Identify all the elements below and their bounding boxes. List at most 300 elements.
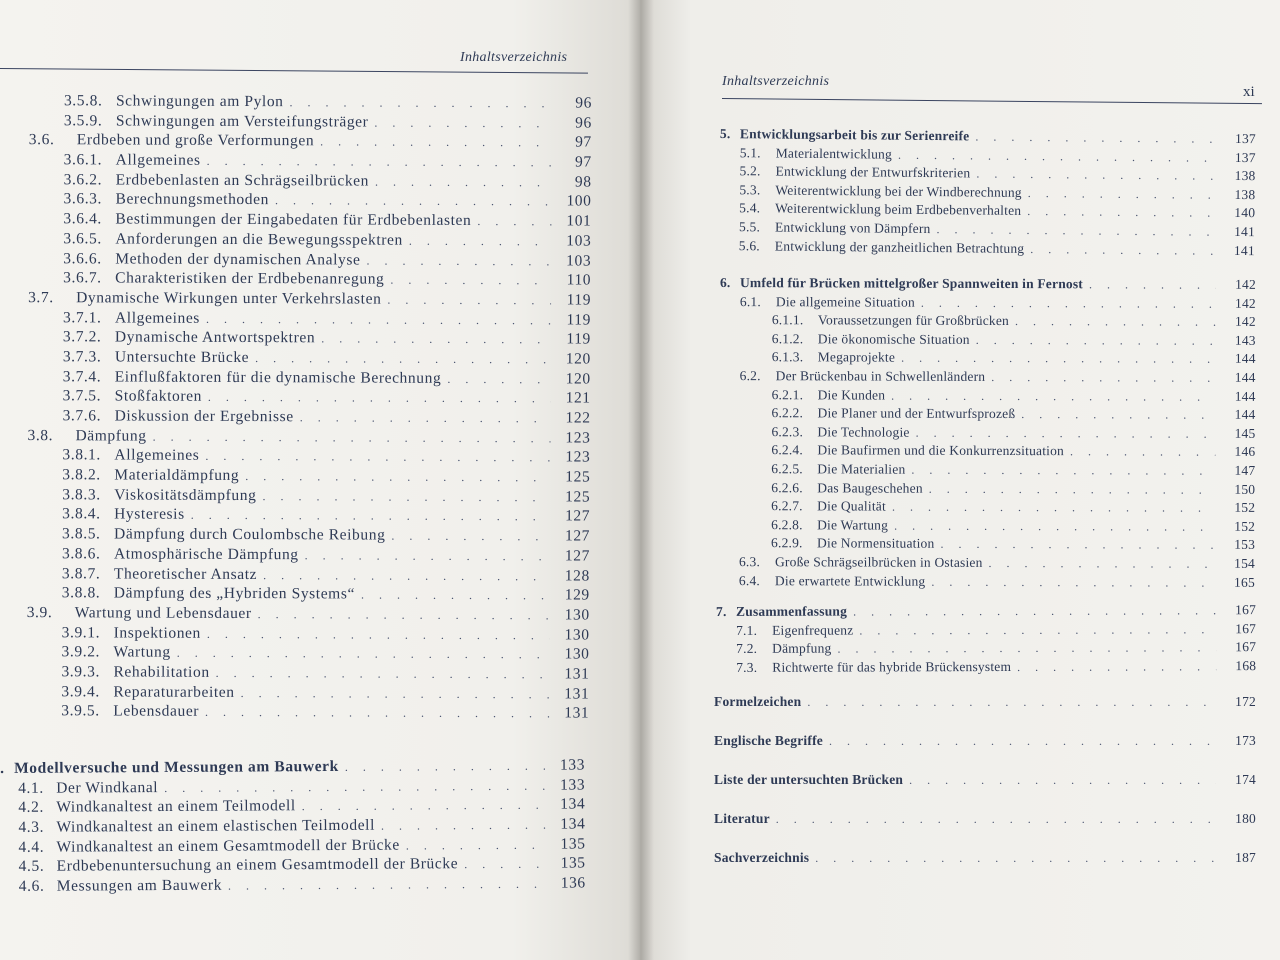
toc-entry-title: Voraussetzungen für Großbrücken	[817, 312, 1010, 329]
toc-entry-number: 5.	[719, 126, 731, 142]
toc-entry-title: Richtwerte für das hybride Brückensystem	[772, 658, 1012, 675]
toc-entry	[716, 602, 1256, 622]
toc-entry-number: 3.8.1.	[62, 446, 101, 464]
toc-leader-dots	[290, 95, 552, 111]
toc-leader-dots	[1089, 277, 1216, 292]
toc-entry-page: 137	[1234, 130, 1256, 147]
toc-entry-title: Einflußfaktoren für die dynamische Berechnung	[114, 368, 442, 387]
toc-entry-page: 119	[566, 330, 591, 348]
toc-entry-number: 3.5.8.	[63, 92, 103, 110]
toc-leader-dots	[205, 449, 550, 466]
toc-entry-page: 119	[566, 310, 592, 329]
toc-entry-page: 127	[565, 507, 591, 525]
toc-leader-dots	[859, 622, 1216, 638]
toc-entry-page: 142	[1234, 313, 1256, 330]
toc-leader-dots	[164, 778, 545, 795]
toc-entry-page: 135	[560, 854, 586, 873]
toc-entry-title: Lebensdauer	[113, 702, 200, 721]
toc-entry-title: Entwicklung der Entwurfskriterien	[775, 163, 971, 181]
toc-entry-page: 101	[566, 212, 592, 230]
toc-entry	[719, 480, 1255, 500]
toc-entry	[13, 407, 591, 429]
toc-entry-number: 3.8.4.	[62, 505, 101, 523]
toc-entry-number: 3.8.3.	[62, 485, 101, 504]
toc-entry-page: 123	[565, 448, 591, 466]
toc-entry-title: Berechnungsmethoden	[115, 190, 270, 209]
toc-entry-title: Inspektionen	[113, 624, 201, 642]
toc-entry-page: 144	[1234, 388, 1256, 404]
toc-entry-page: 96	[575, 114, 592, 132]
toc-entry	[13, 309, 591, 331]
toc-entry-title: Die Technologie	[817, 424, 910, 440]
toc-leader-dots	[776, 812, 1216, 827]
toc-entry-title: Entwicklungsarbeit bis zur Serienreife	[739, 126, 970, 144]
toc-entry-number: 6.2.8.	[771, 516, 803, 533]
toc-entry-page: 180	[1235, 811, 1256, 826]
toc-entry	[1, 875, 586, 898]
toc-entry-title: Das Baugeschehen	[817, 479, 923, 496]
toc-leader-dots	[409, 234, 552, 250]
toc-leader-dots	[815, 851, 1216, 866]
toc-entry-page: 103	[566, 251, 592, 270]
toc-entry-page: 142	[1235, 276, 1256, 292]
toc-entry-title: Reparaturarbeiten	[113, 683, 235, 701]
toc-entry-appendix	[714, 850, 1256, 889]
toc-entry-page: 143	[1234, 332, 1256, 348]
toc-entry-page: 131	[564, 704, 590, 722]
toc-entry-page: 123	[565, 429, 591, 447]
toc-entry	[13, 210, 591, 232]
toc-entry-page: 144	[1234, 369, 1256, 385]
toc-entry-page: 125	[565, 468, 591, 486]
toc-entry	[720, 331, 1256, 351]
toc-leader-dots	[991, 370, 1215, 386]
toc-leader-dots	[894, 518, 1215, 534]
toc-entry-title: Rehabilitation	[113, 663, 210, 681]
toc-entry-page: 110	[566, 271, 592, 289]
toc-leader-dots	[241, 686, 550, 702]
toc-leader-dots	[258, 607, 550, 623]
toc-entry	[719, 424, 1255, 444]
toc-leader-dots	[853, 603, 1216, 619]
toc-entry-appendix	[714, 772, 1256, 811]
toc-entry	[13, 387, 591, 409]
toc-entry-title: Sachverzeichnis	[714, 850, 810, 865]
toc-entry-page: 141	[1233, 242, 1255, 258]
toc-entry-page: 97	[575, 133, 592, 151]
toc-leader-dots	[1030, 242, 1215, 259]
toc-entry-page: 152	[1234, 518, 1256, 534]
toc-entry-title: Messungen am Bauwerk	[56, 876, 223, 895]
toc-entry-title: Die Kunden	[817, 386, 886, 403]
toc-entry-number: 6.2.6.	[771, 479, 803, 495]
toc-entry-page: 127	[564, 527, 591, 545]
toc-leader-dots	[929, 481, 1216, 497]
toc-entry-number: 4.3.	[18, 818, 45, 836]
toc-entry	[720, 387, 1256, 407]
toc-leader-dots	[387, 293, 551, 309]
toc-leader-dots	[921, 295, 1216, 311]
toc-leader-dots	[1028, 186, 1216, 203]
toc-entry-title: Formelzeichen	[714, 694, 802, 709]
toc-entry-number: 4.2.	[18, 799, 44, 817]
toc-entry	[12, 427, 590, 449]
toc-entry-number: 3.5.9.	[63, 111, 103, 130]
toc-entry	[13, 190, 591, 212]
toc-entry-title: Hysteresis	[114, 505, 185, 524]
toc-chapter-6	[719, 275, 1256, 593]
toc-entry-number: 7.1.	[736, 622, 758, 638]
toc-entry-number: 6.1.3.	[771, 349, 804, 365]
toc-entry-number: 5.2.	[739, 163, 761, 179]
toc-entry-number: 3.8.8.	[61, 584, 101, 602]
toc-leader-dots	[208, 390, 551, 406]
toc-leader-dots	[975, 129, 1216, 146]
toc-entry-title: Literatur	[714, 811, 770, 826]
toc-entry	[719, 498, 1255, 518]
toc-leader-dots	[477, 214, 551, 229]
toc-leader-dots	[1015, 314, 1216, 330]
toc-entry-title: Windkanaltest an einem Teilmodell	[56, 797, 296, 817]
toc-entry	[720, 312, 1256, 332]
toc-leader-dots	[275, 194, 552, 210]
toc-entry-title: Wartung	[113, 643, 171, 661]
toc-entry-title: Die Normensituation	[817, 535, 935, 552]
toc-leader-dots	[1070, 445, 1215, 461]
toc-entry-page: 127	[564, 547, 591, 565]
toc-leader-dots	[898, 147, 1216, 165]
running-head-left: Inhaltsverzeichnis	[460, 50, 568, 65]
toc-entry-page: 167	[1235, 639, 1257, 655]
toc-entry-title: Erdbeben und große Verformungen	[76, 131, 315, 150]
toc-entry-number: 7.	[716, 603, 727, 619]
toc-entry-number: 3.6.4.	[63, 210, 102, 228]
toc-entry-number: 3.6.2.	[63, 170, 103, 189]
toc-leader-dots	[216, 666, 550, 682]
toc-leader-dots	[1021, 407, 1215, 423]
toc-chapter-5	[719, 126, 1256, 261]
toc-entry-page: 120	[565, 370, 591, 388]
toc-entry-appendix	[714, 811, 1256, 850]
toc-leader-dots	[321, 332, 551, 348]
toc-entry-page: 165	[1234, 574, 1255, 590]
toc-entry-title: Weiterentwicklung beim Erdbebenverhalten	[775, 200, 1022, 219]
toc-entry-number: 3.9.3.	[61, 663, 100, 681]
toc-leader-dots	[374, 115, 552, 131]
toc-entry-number: 3.6.7.	[63, 269, 102, 287]
toc-entry-number: 6.2.9.	[771, 535, 803, 551]
toc-entry	[13, 230, 591, 252]
toc-leader-dots	[262, 489, 550, 505]
toc-entry-page: 128	[564, 566, 590, 585]
toc-entry-page: 140	[1234, 205, 1256, 221]
toc-entry	[719, 442, 1255, 462]
toc-entry-number: 3.8.6.	[61, 545, 101, 563]
toc-entry-number: 3.9.5.	[61, 702, 100, 720]
toc-entry-page: 153	[1234, 537, 1256, 553]
toc-entry-page: 130	[564, 625, 590, 644]
toc-leader-dots	[1017, 659, 1216, 675]
toc-entry-page: 142	[1235, 295, 1256, 311]
toc-entry-title: Schwingungen am Versteifungsträger	[115, 112, 369, 131]
toc-leader-dots	[245, 469, 550, 485]
toc-entry-page: 100	[566, 192, 592, 210]
toc-leader-dots	[940, 537, 1215, 553]
toc-entry-title: Der Brückenbau in Schwellenländern	[775, 368, 986, 384]
toc-entry	[11, 702, 589, 724]
toc-entry-title: Dynamische Wirkungen unter Verkehrslasten	[76, 289, 382, 308]
toc-entry	[719, 554, 1255, 574]
toc-entry	[14, 92, 592, 114]
toc-entry-number: 6.2.3.	[771, 423, 804, 440]
toc-entry-page: 131	[564, 665, 590, 683]
toc-entry-title: Weiterentwicklung bei der Windberechnung	[775, 182, 1022, 200]
toc-entry-title: Windkanaltest an einem elastischen Teilmodell	[56, 816, 376, 836]
toc-entry-number: 3.6.5.	[63, 230, 102, 248]
toc-entry-number: 5.5.	[738, 219, 761, 235]
toc-entry-page: 154	[1234, 555, 1256, 571]
toc-entry-page: 187	[1235, 850, 1256, 865]
toc-leader-dots	[464, 857, 546, 872]
toc-entry	[13, 368, 591, 390]
toc-entry-number: 3.9.2.	[61, 643, 101, 661]
toc-entry-page: 172	[1235, 694, 1256, 709]
toc-leader-dots	[381, 818, 546, 834]
toc-entry-number: 3.7.5.	[62, 387, 102, 405]
toc-leader-dots	[206, 311, 551, 328]
toc-entry-number: 6.	[719, 275, 731, 291]
toc-entry	[12, 545, 590, 567]
toc-entry-number: 3.6.6.	[63, 249, 102, 267]
toc-leader-dots	[263, 568, 550, 584]
toc-entry	[719, 405, 1255, 425]
toc-entry-page: 174	[1235, 772, 1256, 787]
toc-entry	[12, 446, 590, 468]
toc-leader-dots	[361, 588, 550, 604]
toc-leader-dots	[931, 574, 1215, 590]
toc-entry-title: Megaprojekte	[817, 349, 896, 365]
toc-entry	[12, 604, 590, 626]
toc-entry-number: 3.7.3.	[62, 348, 102, 366]
toc-leader-dots	[207, 154, 552, 171]
toc-entry-title: Große Schrägseilbrücken in Ostasien	[774, 554, 983, 570]
toc-entry-page: 152	[1234, 499, 1256, 515]
toc-entry-page: 145	[1234, 425, 1256, 441]
toc-entry-page: 96	[575, 94, 592, 112]
toc-entry-page: 144	[1234, 406, 1256, 423]
toc-entry-title: Dämpfung durch Coulombsche Reibung	[114, 525, 386, 544]
toc-left-section-3	[11, 92, 592, 725]
toc-entry-number: 6.2.	[739, 368, 761, 384]
toc-entry-title: Entwicklung der ganzheitlichen Betrachtung	[774, 238, 1025, 256]
toc-entry-title: Theoretischer Ansatz	[113, 564, 258, 583]
toc-entry-number: 3.7.	[28, 288, 54, 307]
toc-leader-dots	[891, 388, 1215, 404]
toc-entry-page: 103	[566, 232, 592, 250]
toc-entry-title: Materialentwicklung	[775, 145, 893, 162]
toc-entry-page: 150	[1234, 481, 1256, 497]
toc-entry-title: Dämpfung	[75, 426, 147, 445]
toc-entry-number: 3.6.	[28, 131, 55, 149]
toc-entry-title: Entwicklung von Dämpfern	[774, 219, 931, 236]
toc-leader-dots	[305, 548, 550, 564]
toc-entry-page: 98	[574, 173, 592, 191]
toc-entry-page: 133	[559, 756, 586, 774]
running-head-right: Inhaltsverzeichnis	[722, 74, 830, 89]
toc-leader-dots	[207, 626, 550, 642]
page-number: xi	[1243, 84, 1255, 100]
toc-entry-number: 4.5.	[18, 858, 45, 876]
toc-entry	[12, 624, 590, 646]
toc-entry-title: Umfeld für Brücken mittelgroßer Spannweiten in Fernost	[739, 275, 1084, 292]
header-rule-left	[0, 68, 588, 74]
toc-entry-title: Atmosphärische Dämpfung	[113, 545, 299, 564]
toc-entry-number: 3.8.5.	[62, 525, 101, 543]
toc-entry	[719, 238, 1255, 262]
toc-entry-page: 141	[1234, 223, 1256, 240]
toc-entry-page: 121	[565, 389, 591, 407]
toc-chapter-7	[716, 602, 1256, 678]
toc-entry-title: Erdbebenlasten an Schrägseilbrücken	[115, 171, 370, 190]
toc-entry-title: Die Qualität	[817, 498, 886, 514]
toc-entry-number: 6.3.	[738, 553, 761, 570]
toc-entry	[13, 269, 591, 291]
toc-leader-dots	[807, 695, 1216, 710]
toc-entry-title: Allgemeines	[115, 151, 201, 169]
toc-entry-page: 130	[564, 645, 590, 663]
toc-entry	[720, 349, 1256, 369]
toc-entry-number: 4.4.	[18, 838, 45, 856]
toc-entry-number: 6.1.	[739, 293, 761, 309]
toc-leader-dots	[205, 705, 549, 722]
toc-entry	[720, 275, 1256, 295]
toc-leader-dots	[1027, 204, 1215, 221]
toc-entry-title: Liste der untersuchten Brücken	[714, 772, 904, 787]
toc-leader-dots	[911, 463, 1215, 479]
toc-entry-title: Die Wartung	[817, 517, 889, 533]
toc-entry-title: Untersuchte Brücke	[114, 348, 250, 366]
toc-entry-number: 3.7.2.	[62, 328, 102, 346]
toc-entry-page: 167	[1235, 620, 1257, 636]
toc-entry-title: Die Planer und der Entwurfsprozeß	[817, 405, 1016, 422]
toc-leader-dots	[989, 556, 1215, 572]
toc-entry	[13, 289, 591, 311]
toc-entry-number: 4.6.	[18, 877, 45, 896]
toc-entry-page: 147	[1234, 462, 1256, 478]
toc-entry-title: Diskussion der Ergebnisse	[114, 407, 294, 426]
toc-entry	[12, 525, 590, 547]
toc-entry-number: 3.9.4.	[61, 682, 100, 701]
toc-entry-page: 129	[564, 586, 590, 604]
toc-entry-number: 3.8.7.	[61, 564, 101, 582]
toc-leader-dots	[390, 273, 551, 289]
toc-entry	[13, 348, 591, 370]
toc-leader-dots	[177, 646, 550, 663]
toc-entry	[11, 663, 589, 685]
toc-entry	[13, 328, 591, 350]
toc-leader-dots	[375, 174, 552, 190]
toc-leader-dots	[228, 877, 546, 894]
toc-entry-number: 6.2.7.	[771, 498, 803, 514]
toc-entry-title: Stoßfaktoren	[114, 387, 202, 406]
toc-entry	[11, 683, 589, 705]
toc-entry	[12, 505, 590, 527]
toc-leader-dots	[302, 798, 546, 814]
toc-entry-title: Die Baufirmen und die Konkurrenzsituation	[817, 442, 1065, 459]
toc-entry-page: 131	[564, 685, 590, 703]
toc-entry	[716, 658, 1256, 678]
toc-entry-title: Charakteristiken der Erdbebenanregung	[115, 269, 385, 288]
toc-entry-number: 6.2.2.	[771, 405, 804, 421]
toc-entry	[14, 112, 592, 134]
toc-entry-number: 6.2.4.	[771, 442, 803, 458]
toc-entry-page: 119	[566, 291, 592, 309]
toc-entry-title: Englische Begriffe	[714, 733, 823, 748]
toc-leader-dots	[916, 425, 1216, 441]
toc-entry-title: Dämpfung des „Hybriden Systems“	[113, 584, 356, 603]
toc-leader-dots	[320, 135, 552, 151]
toc-entry-page: 138	[1234, 186, 1256, 202]
right-page	[640, 0, 1280, 960]
toc-entry-title: Der Windkanal	[56, 778, 159, 797]
toc-entry-number: 3.7.1.	[62, 308, 102, 326]
toc-entry-number: 3.7.4.	[62, 367, 102, 386]
toc-entry	[14, 151, 592, 173]
toc-leader-dots	[837, 640, 1216, 656]
toc-entry-title: Methoden der dynamischen Analyse	[115, 249, 361, 269]
toc-entry-number: 7.3.	[736, 659, 758, 675]
toc-leader-dots	[366, 253, 551, 269]
toc-entry-title: Die erwartete Entwicklung	[774, 572, 926, 589]
toc-entry-number: 3.9.	[26, 603, 53, 622]
toc-leader-dots	[300, 410, 551, 426]
toc-leader-dots	[892, 500, 1215, 516]
toc-entry	[719, 572, 1255, 592]
toc-entry-title: Die allgemeine Situation	[775, 293, 915, 310]
toc-entry-number: 3.8.	[27, 426, 54, 444]
toc-entry-page: 134	[560, 795, 586, 813]
toc-entry-page: 125	[565, 488, 591, 506]
toc-entry-page: 137	[1234, 149, 1256, 165]
toc-entry	[12, 584, 590, 606]
header-rule-right	[722, 98, 1262, 104]
toc-entry-title: Allgemeines	[114, 309, 201, 327]
book-gutter-shadow	[628, 0, 654, 960]
toc-leader-dots	[901, 351, 1216, 367]
toc-entry	[716, 621, 1256, 641]
toc-leader-dots	[345, 759, 545, 775]
toc-entry-page: 130	[564, 606, 590, 624]
toc-entry-page: 167	[1235, 602, 1257, 618]
toc-leader-dots	[191, 508, 550, 525]
toc-leader-dots	[909, 773, 1216, 788]
toc-entry-number: 3.7.6.	[62, 407, 102, 425]
toc-leader-dots	[976, 167, 1215, 184]
toc-entry-title: Erdbebenuntersuchung an einem Gesamtmodell der Brücke	[56, 855, 459, 876]
toc-entry-page: 120	[565, 350, 591, 368]
toc-entry-title: Bestimmungen der Eingabedaten für Erdbebenlasten	[115, 210, 472, 230]
toc-entry	[12, 564, 590, 586]
toc-entry-appendix	[714, 733, 1256, 772]
toc-leader-dots	[976, 333, 1216, 349]
toc-entry-number: 5.3.	[739, 181, 761, 198]
toc-entry-number: 6.1.2.	[771, 330, 804, 347]
toc-entry-title: Wartung und Lebensdauer	[74, 604, 252, 622]
toc-entry	[719, 461, 1255, 481]
toc-entry-number: 3.9.1.	[61, 623, 101, 641]
toc-entry	[12, 466, 590, 488]
toc-entry-page: 168	[1235, 657, 1257, 673]
